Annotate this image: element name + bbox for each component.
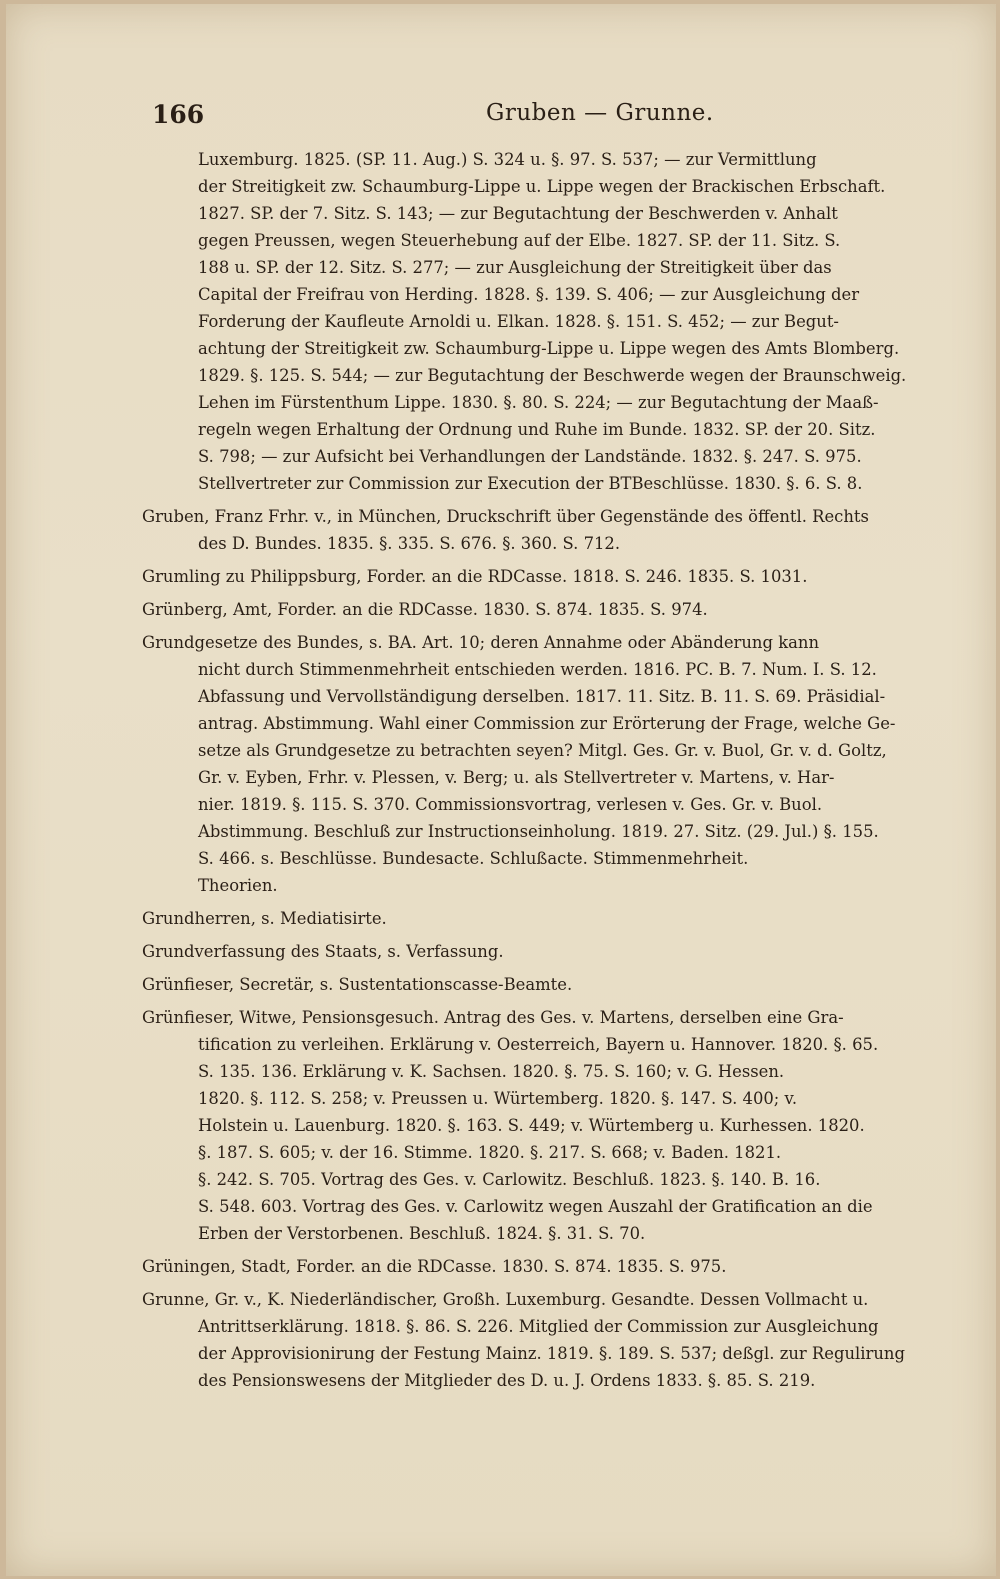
index-entry-line: Grumling zu Philippsburg, Forder. an die RDCasse. 1818. S. 246. 1835. S. 1031. xyxy=(142,567,808,586)
index-continuation-line: Theorien. xyxy=(198,876,278,895)
index-continuation-line: Stellvertreter zur Commission zur Execution der BTBeschlüsse. 1830. §. 6. S. 8. xyxy=(198,474,863,493)
index-continuation-line: S. 135. 136. Erklärung v. K. Sachsen. 1820. §. 75. S. 160; v. G. Hessen. xyxy=(198,1062,785,1081)
index-continuation-line: Antrittserklärung. 1818. §. 86. S. 226. Mitglied der Commission zur Ausgleichung xyxy=(198,1317,879,1336)
index-continuation-line: nier. 1819. §. 115. S. 370. Commissionsvortrag, verlesen v. Ges. Gr. v. Buol. xyxy=(198,795,823,814)
index-continuation-line: Lehen im Fürstenthum Lippe. 1830. §. 80. S. 224; — zur Begutachtung der Maaß- xyxy=(198,393,879,412)
index-entry-line: Grünfieser, Secretär, s. Sustentationscasse-Beamte. xyxy=(142,975,573,994)
index-entry-line: Grünberg, Amt, Forder. an die RDCasse. 1830. S. 874. 1835. S. 974. xyxy=(142,600,708,619)
running-head: Gruben — Grunne. xyxy=(486,100,714,126)
book-page xyxy=(6,4,996,1576)
index-continuation-line: der Approvisionirung der Festung Mainz. 1819. §. 189. S. 537; deßgl. zur Regulirung xyxy=(198,1344,905,1363)
page-number: 166 xyxy=(152,100,205,129)
index-continuation-line: 1820. §. 112. S. 258; v. Preussen u. Würtemberg. 1820. §. 147. S. 400; v. xyxy=(198,1089,798,1108)
index-continuation-line: S. 548. 603. Vortrag des Ges. v. Carlowitz wegen Auszahl der Gratification an die xyxy=(198,1197,873,1216)
index-continuation-line: Capital der Freifrau von Herding. 1828. §. 139. S. 406; — zur Ausgleichung der xyxy=(198,285,860,304)
index-continuation-line: Gr. v. Eyben, Frhr. v. Plessen, v. Berg; u. als Stellvertreter v. Martens, v. Har- xyxy=(198,768,835,787)
index-continuation-line: S. 466. s. Beschlüsse. Bundesacte. Schlußacte. Stimmenmehrheit. xyxy=(198,849,749,868)
index-continuation-line: §. 242. S. 705. Vortrag des Ges. v. Carlowitz. Beschluß. 1823. §. 140. B. 16. xyxy=(198,1170,821,1189)
index-continuation-line: S. 798; — zur Aufsicht bei Verhandlungen der Landstände. 1832. §. 247. S. 975. xyxy=(198,447,862,466)
index-continuation-line: der Streitigkeit zw. Schaumburg-Lippe u. Lippe wegen der Brackischen Erbschaft. xyxy=(198,177,886,196)
index-continuation-line: Erben der Verstorbenen. Beschluß. 1824. §. 31. S. 70. xyxy=(198,1224,646,1243)
index-continuation-line: regeln wegen Erhaltung der Ordnung und Ruhe im Bunde. 1832. SP. der 20. Sitz. xyxy=(198,420,876,439)
index-entry-line: Grunne, Gr. v., K. Niederländischer, Großh. Luxemburg. Gesandte. Dessen Vollmacht u. xyxy=(142,1290,869,1309)
index-continuation-line: des Pensionswesens der Mitglieder des D. u. J. Ordens 1833. §. 85. S. 219. xyxy=(198,1371,816,1390)
index-continuation-line: Forderung der Kaufleute Arnoldi u. Elkan. 1828. §. 151. S. 452; — zur Begut- xyxy=(198,312,839,331)
index-continuation-line: 188 u. SP. der 12. Sitz. S. 277; — zur Ausgleichung der Streitigkeit über das xyxy=(198,258,832,277)
index-body xyxy=(142,146,942,1394)
index-continuation-line: 1827. SP. der 7. Sitz. S. 143; — zur Begutachtung der Beschwerden v. Anhalt xyxy=(198,204,838,223)
index-entry-line: Grundverfassung des Staats, s. Verfassung. xyxy=(142,942,504,961)
page-header xyxy=(152,100,942,136)
index-entry-line: Grundgesetze des Bundes, s. BA. Art. 10; deren Annahme oder Abänderung kann xyxy=(142,633,820,652)
index-continuation-line: gegen Preussen, wegen Steuerhebung auf der Elbe. 1827. SP. der 11. Sitz. S. xyxy=(198,231,841,250)
index-continuation-line: nicht durch Stimmenmehrheit entschieden werden. 1816. PC. B. 7. Num. I. S. 12. xyxy=(198,660,877,679)
index-continuation-line: antrag. Abstimmung. Wahl einer Commission zur Erörterung der Frage, welche Ge- xyxy=(198,714,896,733)
index-entry-line: Grünfieser, Witwe, Pensionsgesuch. Antrag des Ges. v. Martens, derselben eine Gra- xyxy=(142,1008,844,1027)
index-continuation-line: Luxemburg. 1825. (SP. 11. Aug.) S. 324 u. §. 97. S. 537; — zur Vermittlung xyxy=(198,150,817,169)
index-continuation-line: setze als Grundgesetze zu betrachten seyen? Mitgl. Ges. Gr. v. Buol, Gr. v. d. Goltz, xyxy=(198,741,887,760)
index-entry-line: Gruben, Franz Frhr. v., in München, Druckschrift über Gegenstände des öffentl. Rechts xyxy=(142,507,869,526)
index-continuation-line: Abfassung und Vervollständigung derselben. 1817. 11. Sitz. B. 11. S. 69. Präsidial- xyxy=(198,687,886,706)
index-continuation-line: Abstimmung. Beschluß zur Instructionseinholung. 1819. 27. Sitz. (29. Jul.) §. 155. xyxy=(198,822,879,841)
index-continuation-line: tification zu verleihen. Erklärung v. Oesterreich, Bayern u. Hannover. 1820. §. 65. xyxy=(198,1035,879,1054)
index-entry-line: Grüningen, Stadt, Forder. an die RDCasse. 1830. S. 874. 1835. S. 975. xyxy=(142,1257,727,1276)
index-continuation-line: 1829. §. 125. S. 544; — zur Begutachtung der Beschwerde wegen der Braunschweig. xyxy=(198,366,907,385)
index-continuation-line: Holstein u. Lauenburg. 1820. §. 163. S. 449; v. Würtemberg u. Kurhessen. 1820. xyxy=(198,1116,865,1135)
index-entry-line: Grundherren, s. Mediatisirte. xyxy=(142,909,387,928)
index-continuation-line: §. 187. S. 605; v. der 16. Stimme. 1820. §. 217. S. 668; v. Baden. 1821. xyxy=(198,1143,782,1162)
index-continuation-line: des D. Bundes. 1835. §. 335. S. 676. §. 360. S. 712. xyxy=(198,534,621,553)
index-continuation-line: achtung der Streitigkeit zw. Schaumburg-Lippe u. Lippe wegen des Amts Blomberg. xyxy=(198,339,900,358)
